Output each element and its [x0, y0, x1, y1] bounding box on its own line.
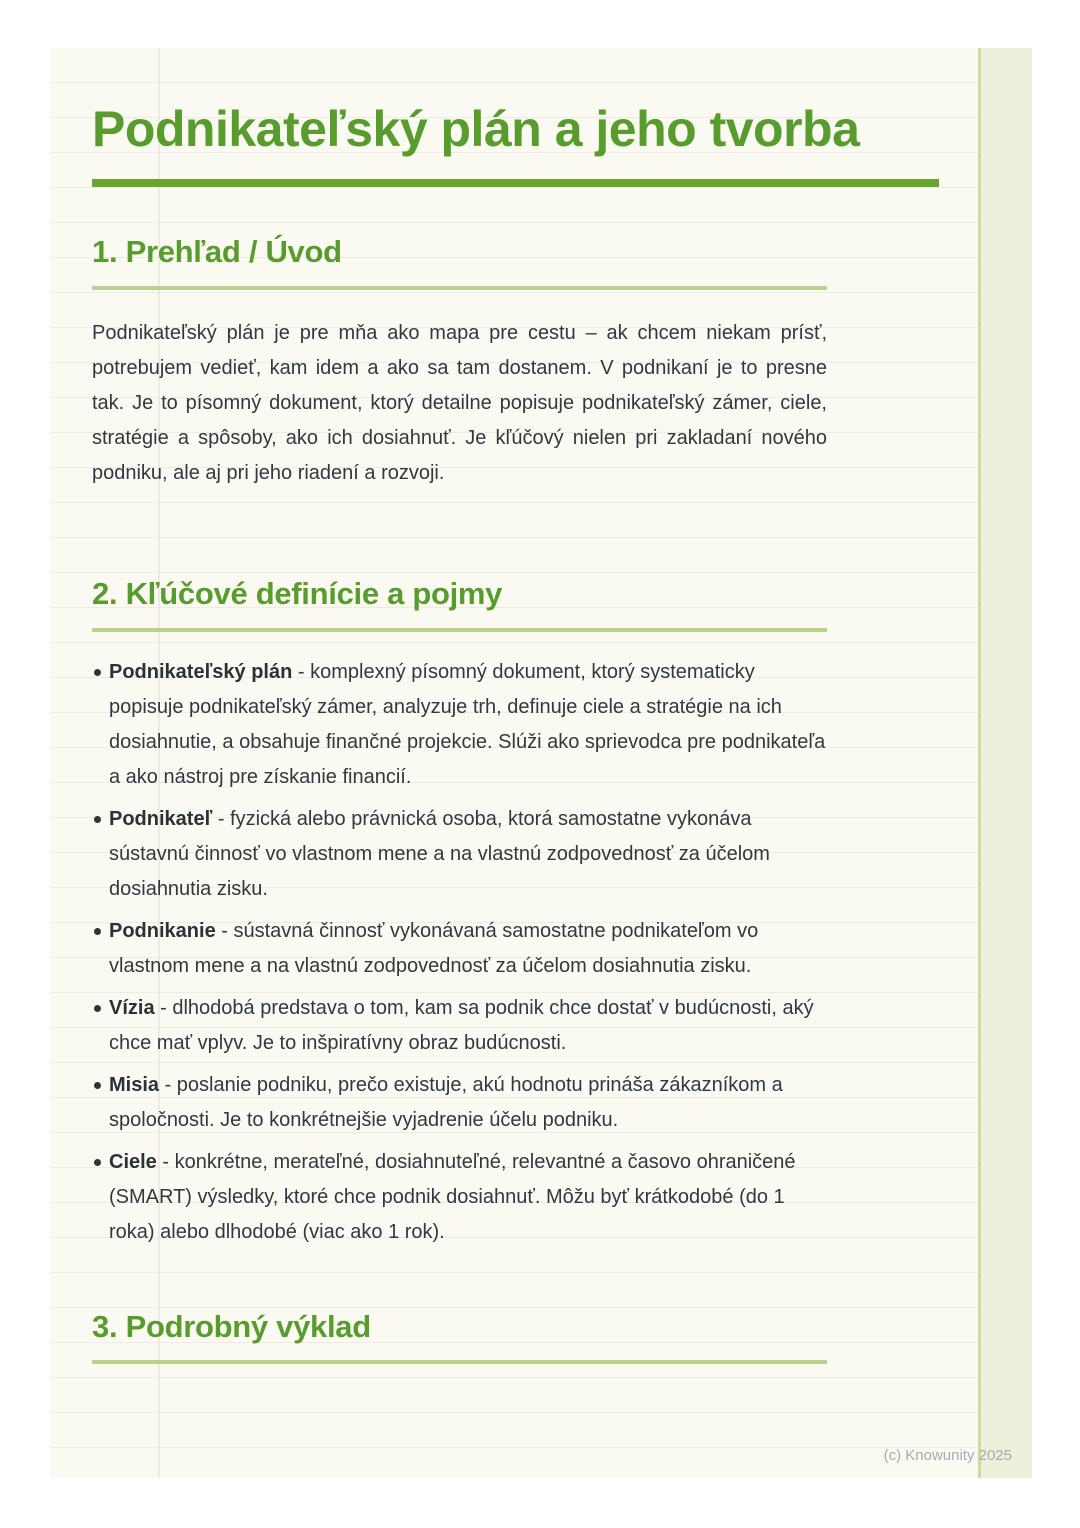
- section-underline: [92, 628, 827, 632]
- list-item: [92, 1145, 827, 1250]
- section-underline: [92, 286, 827, 290]
- definition-term: Vízia: [109, 996, 155, 1019]
- document-content: [92, 48, 860, 1364]
- definition-term: Podnikateľský plán: [109, 660, 293, 683]
- footer-credit: (c) Knowunity 2025: [883, 1447, 1012, 1464]
- section-heading-definitions: 2. Kľúčové definície a pojmy: [92, 575, 503, 611]
- list-item: [92, 802, 827, 907]
- intro-paragraph: Podnikateľský plán je pre mňa ako mapa pre cestu – ak chcem niekam prísť, potrebujem vedieť, kam idem a ako sa tam dostanem. V podnikaní je to presne tak. Je to písomný dokument, ktorý detailne popisuje podnikateľský zámer, ciele, stratégie a spôsoby, ako ich dosiahnuť. Je kľúčový nielen pri zakladaní nového podniku, ale aj pri jeho riadení a rozvoji.: [92, 321, 827, 484]
- section-definitions: [92, 575, 827, 1250]
- definitions-list: [92, 655, 827, 1250]
- definition-text: - poslanie podniku, prečo existuje, akú hodnotu prináša zákazníkom a spoločnosti. Je to konkrétnejšie vyjadrenie účelu podniku.: [109, 1073, 783, 1131]
- bullet-icon: [94, 1005, 101, 1012]
- definition-term: Ciele: [109, 1150, 157, 1173]
- section-detail: [92, 1308, 827, 1365]
- definition-text: - fyzická alebo právnická osoba, ktorá samostatne vykonáva sústavnú činnosť vo vlastnom mene a na vlastnú zodpovednosť za účelom dosiahnutia zisku.: [109, 807, 770, 900]
- section-heading-overview: 1. Prehľad / Úvod: [92, 234, 342, 269]
- document-title: Podnikateľský plán a jeho tvorba: [92, 101, 860, 157]
- definition-term: Podnikanie: [109, 919, 216, 942]
- definition-text: - dlhodobá predstava o tom, kam sa podnik chce dostať v budúcnosti, aký chce mať vplyv. Je to inšpiratívny obraz budúcnosti.: [109, 996, 814, 1054]
- section-heading-detail: 3. Podrobný výklad: [92, 1308, 371, 1344]
- definition-term: Podnikateľ: [109, 807, 213, 830]
- section-underline: [92, 1360, 827, 1364]
- list-item: [92, 1068, 827, 1138]
- definition-text: - sústavná činnosť vykonávaná samostatne podnikateľom vo vlastnom mene a na vlastnú zodpovednosť za účelom dosiahnutia zisku.: [109, 919, 759, 977]
- side-accent-strip: [978, 48, 1032, 1478]
- list-item: [92, 914, 827, 984]
- bullet-icon: [94, 928, 101, 935]
- list-item: [92, 991, 827, 1061]
- bullet-icon: [94, 669, 101, 676]
- title-rule: [92, 179, 939, 187]
- bullet-icon: [94, 1159, 101, 1166]
- definition-text: - konkrétne, merateľné, dosiahnuteľné, relevantné a časovo ohraničené (SMART) výsledky, ktoré chce podnik dosiahnuť. Môžu byť krátkodobé (do 1 roka) alebo dlhodobé (viac ako 1 rok).: [109, 1150, 796, 1243]
- definition-text: - komplexný písomný dokument, ktorý systematicky popisuje podnikateľský zámer, analyzuje trh, definuje ciele a stratégie na ich dosiahnutie, a obsahuje finančné projekcie. Slúži ako sprievodca pre podnikateľa a ako nástroj pre získanie financií.: [109, 660, 826, 788]
- definition-term: Misia: [109, 1073, 160, 1096]
- section-overview: [92, 233, 827, 491]
- bullet-icon: [94, 816, 101, 823]
- document-page: [50, 48, 1032, 1478]
- list-item: [92, 655, 827, 795]
- bullet-icon: [94, 1082, 101, 1089]
